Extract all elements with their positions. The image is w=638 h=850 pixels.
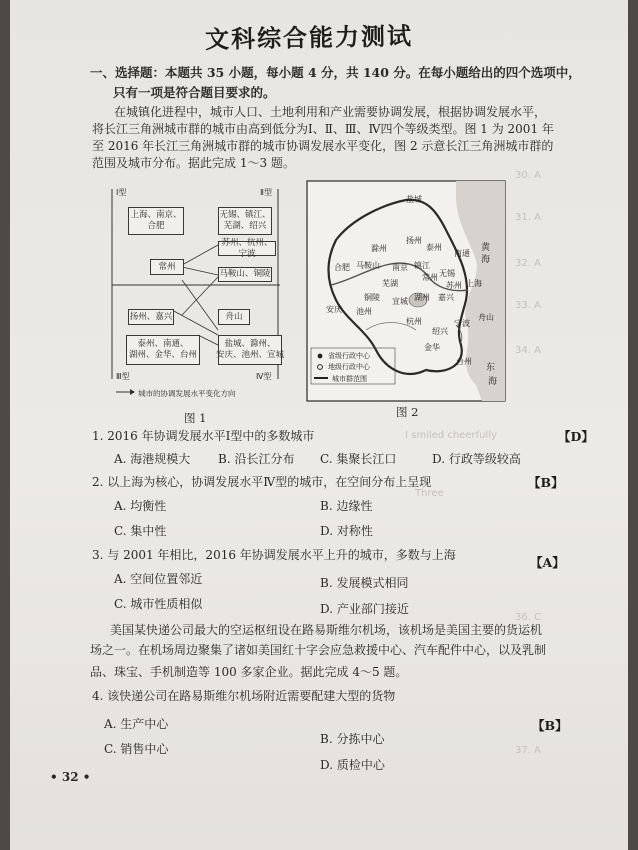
sea-label: 黄 (481, 243, 491, 253)
section-header-line2: 只有一项是符合题目要求的。 (113, 85, 276, 100)
map-city: 盐城 (406, 195, 422, 204)
bleed-text: Three (415, 488, 444, 499)
question-2-option: D. 对称性 (320, 524, 373, 538)
map-city: 苏州 (446, 281, 462, 290)
page-title: 文科综合能力测试 (204, 21, 414, 54)
question-1-option: D. 行政等级较高 (432, 452, 521, 466)
question-3-option: D. 产业部门接近 (320, 602, 409, 616)
map-city: 嘉兴 (438, 293, 454, 302)
question-4-stem: 4. 该快递公司在路易斯维尔机场附近需要配建大型的货物 (92, 689, 396, 703)
map-legend-item: 省级行政中心 (328, 352, 370, 360)
passage2-line: 品、珠宝、手机制造等 100 多家企业。据此完成 4～5 题。 (90, 665, 408, 679)
question-2-stem: 2. 以上海为核心，协调发展水平Ⅳ型的城市，在空间分布上呈现 (92, 475, 432, 489)
exam-page (10, 0, 628, 850)
sea-label: 东 (486, 363, 496, 373)
fig1-box: 无锡、镇江、 芜湖、绍兴 (218, 207, 272, 235)
question-2-option: B. 边缘性 (320, 499, 373, 513)
fig1-box: 马鞍山、铜陵 (218, 267, 272, 282)
question-2-option: C. 集中性 (114, 524, 167, 538)
bleed-text: I smiled cheerfully (405, 430, 497, 441)
map-city: 池州 (356, 307, 372, 316)
page-number: • 32 • (50, 770, 91, 784)
bleed-text: 37. A (515, 745, 541, 756)
question-2-option: A. 均衡性 (114, 499, 167, 513)
map-legend-item: 地级行政中心 (328, 363, 370, 371)
figure-2-caption: 图 2 (396, 405, 419, 419)
question-4-option: A. 生产中心 (104, 717, 169, 731)
question-3-stem: 3. 与 2001 年相比，2016 年协调发展水平上升的城市，多数与上海 (92, 548, 456, 562)
question-1-option: B. 沿长江分布 (218, 452, 295, 466)
sea-label: 海 (481, 255, 491, 265)
question-4-option: D. 质检中心 (320, 758, 385, 772)
bleed-text: 31. A (515, 212, 541, 223)
type-label: Ⅱ型 (260, 188, 272, 197)
passage1-line: 将长江三角洲城市群的城市由高到低分为Ⅰ、Ⅱ、Ⅲ、Ⅳ四个等级类型。图 1 为 2001 年 (92, 122, 554, 136)
fig1-box: 盐城、滁州、 安庆、池州、宣城 (218, 335, 282, 365)
fig1-box: 苏州、杭州、宁波 (218, 241, 276, 256)
question-1-answer: 【D】 (558, 429, 594, 444)
map-city: 杭州 (406, 317, 422, 326)
fig1-box: 泰州、南通、 湖州、金华、台州 (126, 335, 200, 365)
map-city: 常州 (422, 273, 438, 282)
map-legend-item: 城市群范围 (332, 375, 367, 383)
passage2-line: 美国某快递公司最大的空运枢纽设在路易斯维尔机场，该机场是美国主要的货运机 (110, 623, 543, 637)
question-3-option: B. 发展模式相同 (320, 576, 409, 590)
question-2-answer: 【B】 (528, 475, 564, 490)
map-city: 南通 (454, 249, 470, 258)
question-4-answer: 【B】 (532, 718, 568, 733)
section-header-line1: 一、选择题：本题共 35 小题，每小题 4 分，共 140 分。在每小题给出的四个选项中， (90, 65, 581, 80)
bleed-text: 33. A (515, 300, 541, 311)
bleed-text: 36. C (515, 612, 542, 623)
fig1-box: 常州 (150, 259, 184, 275)
map-city: 铜陵 (364, 293, 380, 302)
map-city: 合肥 (334, 263, 350, 272)
passage2-line: 场之一。在机场周边聚集了诸如美国红十字会应急救援中心、汽车配件中心，以及乳制 (90, 643, 547, 657)
figure-1-caption: 图 1 (184, 411, 207, 425)
fig1-box: 上海、南京、 合肥 (128, 207, 184, 235)
map-city: 马鞍山 (356, 261, 380, 270)
map-city: 上海 (466, 279, 482, 288)
bleed-text: 30. A (515, 170, 541, 181)
map-city: 湖州 (414, 293, 430, 302)
figure-1-legend: 城市的协调发展水平变化方向 (138, 389, 236, 398)
map-city: 芜湖 (382, 279, 398, 288)
type-label: Ⅲ型 (116, 372, 130, 381)
question-3-option: C. 城市性质相似 (114, 597, 203, 611)
map-city: 宁波 (454, 319, 470, 328)
question-1-option: A. 海港规模大 (114, 452, 191, 466)
sea-label: 海 (488, 377, 498, 387)
figure-2-map (306, 180, 506, 402)
type-label: Ⅳ型 (256, 372, 272, 381)
map-city: 泰州 (426, 243, 442, 252)
map-city: 镇江 (414, 261, 430, 270)
map-city: 安庆 (326, 305, 342, 314)
passage1-line: 至 2016 年长江三角洲城市群的城市协调发展水平变化，图 2 示意长江三角洲城市群的 (92, 139, 554, 153)
type-label: Ⅰ型 (116, 188, 127, 197)
question-1-option: C. 集聚长江口 (320, 452, 397, 466)
fig1-box: 扬州、嘉兴 (128, 309, 174, 325)
map-city: 滁州 (371, 244, 387, 253)
question-3-answer: 【A】 (530, 555, 565, 570)
map-city: 扬州 (406, 236, 422, 245)
map-city: 舟山 (478, 313, 494, 322)
question-3-option: A. 空间位置邻近 (114, 572, 203, 586)
figure-1 (110, 185, 285, 410)
map-city: 宣城 (392, 297, 408, 306)
map-city: 台州 (456, 357, 472, 366)
map-city: 无锡 (439, 269, 455, 278)
bleed-text: 32. A (515, 258, 541, 269)
question-1-stem: 1. 2016 年协调发展水平Ⅰ型中的多数城市 (92, 429, 315, 443)
bleed-text: 34. A (515, 345, 541, 356)
passage1-line: 在城镇化进程中，城市人口、土地利用和产业需要协调发展，根据协调发展水平， (114, 105, 547, 119)
map-city: 绍兴 (432, 327, 448, 336)
map-city: 南京 (392, 263, 408, 272)
fig1-box: 舟山 (218, 309, 250, 325)
map-city: 金华 (424, 343, 440, 352)
question-4-option: C. 销售中心 (104, 742, 169, 756)
passage1-line: 范围及城市分布。据此完成 1～3 题。 (92, 156, 295, 170)
question-4-option: B. 分拣中心 (320, 732, 385, 746)
